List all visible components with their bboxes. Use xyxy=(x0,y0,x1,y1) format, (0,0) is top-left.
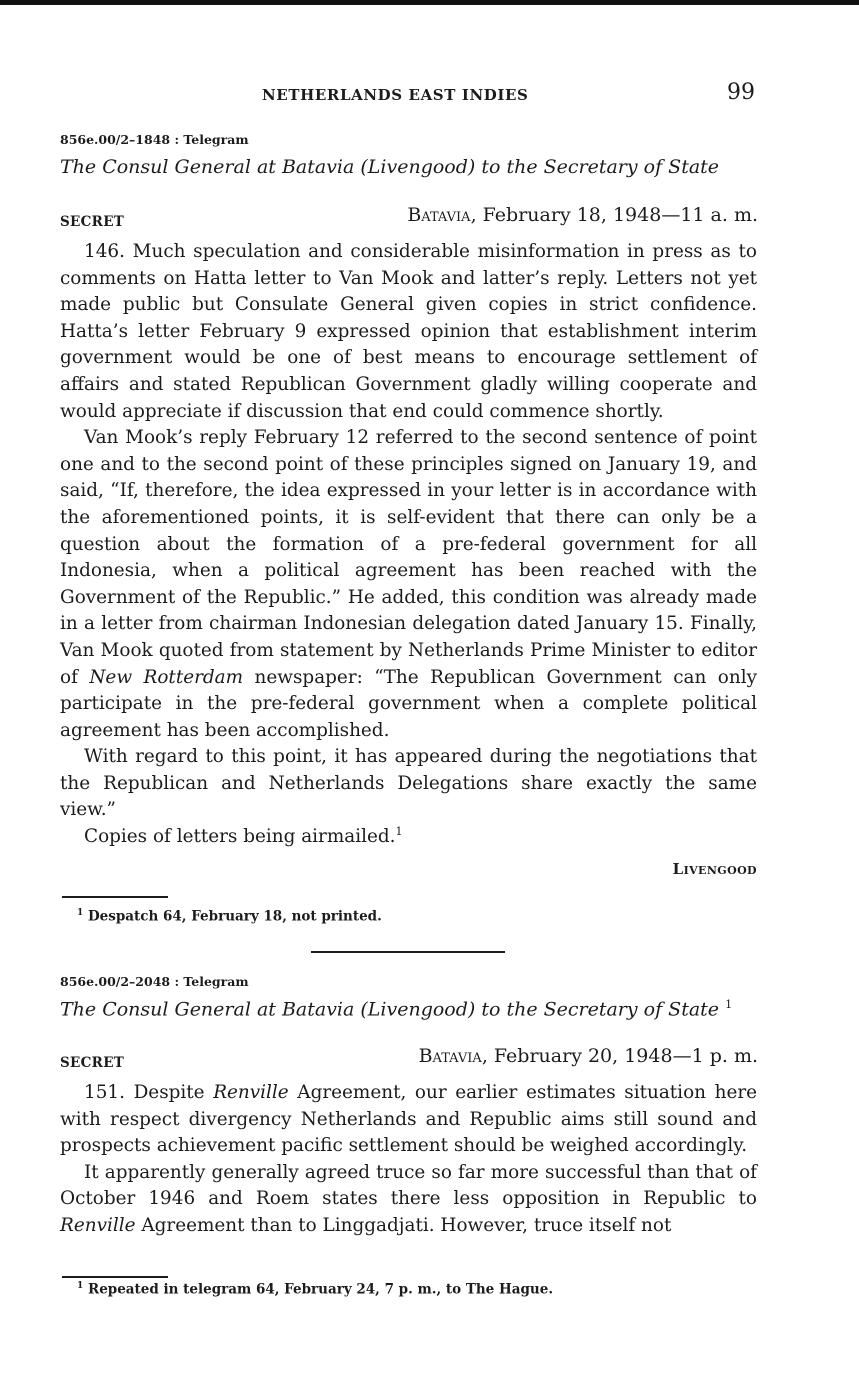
doc1-footnote-text: Despatch 64, February 18, not printed. xyxy=(87,908,382,925)
doc2-body xyxy=(60,1080,757,1240)
doc1-paragraph-4 xyxy=(60,824,757,851)
doc1-footnote-rule xyxy=(62,896,168,898)
page-number: 99 xyxy=(727,80,755,105)
doc1-signature: Livengood xyxy=(672,860,757,878)
doc2-paragraph-2 xyxy=(60,1160,757,1240)
doc2-title-footnote-ref: 1 xyxy=(725,998,733,1011)
document-separator xyxy=(311,951,505,953)
doc1-dateline-place: Batavia xyxy=(407,204,471,226)
doc1-dateline xyxy=(407,204,758,226)
doc2-footnote-text: Repeated in telegram 64, February 24, 7 p. m., to The Hague. xyxy=(87,1281,554,1298)
doc2-footnote-marker: 1 xyxy=(77,1281,84,1291)
doc1-quote-text: newspaper: “The Republican Government can only participate in the pre-federal government when a complete political agreement has been accomplished. xyxy=(60,666,757,741)
doc2-renville-italic-1: Renville xyxy=(213,1082,289,1103)
doc1-paragraph-4-text: Copies of letters being airmailed. xyxy=(84,826,396,848)
doc2-classification: SECRET xyxy=(60,1055,125,1071)
doc2-title xyxy=(60,998,732,1020)
doc1-file-reference: 856e.00/2–1848 : Telegram xyxy=(60,132,249,147)
doc1-title: The Consul General at Batavia (Livengood) to the Secretary of State xyxy=(60,156,720,178)
doc2-paragraph-1-rest: Agreement, our earlier estimates situation here with respect divergency Netherlands and Republic aims still sound and prospects achievement pacific settlement should be weighed accordingly. xyxy=(60,1082,757,1157)
top-edge-rule xyxy=(0,0,859,5)
doc2-file-reference: 856e.00/2–2048 : Telegram xyxy=(60,974,249,989)
doc2-dateline-place: Batavia xyxy=(418,1045,482,1067)
doc2-footnote-rule xyxy=(62,1276,168,1278)
doc1-footnote-ref: 1 xyxy=(395,824,403,838)
running-head: NETHERLANDS EAST INDIES xyxy=(262,86,529,104)
doc1-newspaper-name: New Rotterdam xyxy=(89,666,244,688)
doc2-renville-italic-2: Renville xyxy=(60,1214,136,1236)
doc1-footnote xyxy=(77,908,382,925)
doc2-footnote xyxy=(77,1281,553,1298)
doc1-paragraph-2-text: Van Mook’s reply February 12 referred to the second sentence of point one and to the second point of these principles signed on January 19, and said, “If, therefore, the idea expressed in your letter is in accordance with the aforementioned points, it is self-evident that there can only be a question about the formation of a pre-federal government for all Indonesia, when a political agreement has been reached with the Government of the Republic.” He added, this condition was already made in a letter from chairman Indonesian delegation dated January 15. Finally, Van Mook quoted from statement by Netherlands Prime Minister to editor of xyxy=(60,427,757,688)
doc2-paragraph-1-start: 151. Despite xyxy=(84,1082,214,1103)
doc1-footnote-marker: 1 xyxy=(77,908,84,918)
doc2-title-text: The Consul General at Batavia (Livengood) to the Secretary of State xyxy=(60,998,720,1021)
doc2-dateline-date: , February 20, 1948—1 p. m. xyxy=(481,1045,758,1067)
doc1-body xyxy=(60,239,757,851)
doc1-classification: SECRET xyxy=(60,214,125,230)
doc1-paragraph-2 xyxy=(60,425,757,744)
doc2-paragraph-2-rest: Agreement than to Linggadjati. However, truce itself not xyxy=(135,1214,672,1236)
doc2-dateline xyxy=(419,1045,758,1067)
doc1-dateline-date: , February 18, 1948—11 a. m. xyxy=(470,204,758,226)
doc1-paragraph-3: With regard to this point, it has appeared during the negotiations that the Republican and Netherlands Delegations share exactly the same view.” xyxy=(60,746,757,821)
doc2-paragraph-2-start: It apparently generally agreed truce so far more successful than that of October 1946 and Roem states there less opposition in Republic to xyxy=(60,1161,757,1210)
doc1-paragraph-1: 146. Much speculation and considerable misinformation in press as to comments on Hatta letter to Van Mook and latter’s reply. Letters not yet made public but Consulate General given copies in strict confidence. Hatta’s letter February 9 expressed opinion that establishment interim government would be one of best means to encourage settlement of affairs and stated Republican Government gladly willing cooperate and would appreciate if discussion that end could commence shortly. xyxy=(60,241,757,422)
doc2-paragraph-1 xyxy=(60,1080,757,1160)
